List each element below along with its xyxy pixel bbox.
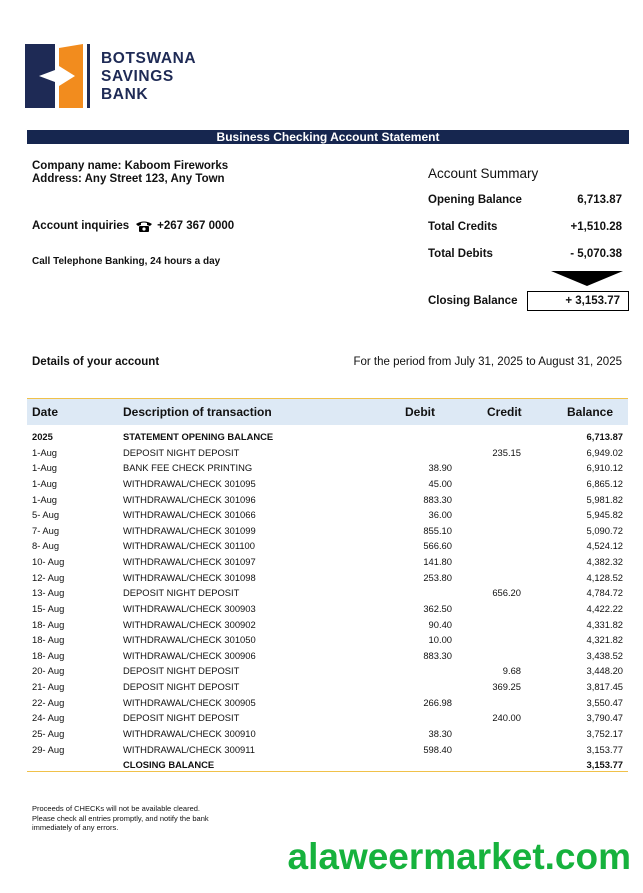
- summary-closing-row: [428, 295, 528, 307]
- table-row: [27, 429, 628, 445]
- row-date: 18- Aug: [32, 618, 65, 630]
- summary-opening-row: [428, 194, 622, 206]
- row-description: WITHDRAWAL/CHECK 301095: [123, 477, 256, 489]
- company-address: Address: Any Street 123, Any Town: [32, 173, 225, 185]
- watermark: alaweermarket.com: [287, 836, 631, 877]
- row-balance: 6,713.87: [586, 431, 623, 442]
- row-balance: 3,752.17: [586, 727, 623, 739]
- details-heading: Details of your account: [32, 356, 160, 368]
- row-debit: 36.00: [428, 509, 452, 521]
- row-description: CLOSING BALANCE: [123, 759, 215, 771]
- row-balance: 5,090.72: [586, 524, 623, 536]
- row-date: 2025: [32, 431, 53, 442]
- row-date: 20- Aug: [32, 665, 65, 677]
- table-row: [27, 601, 628, 617]
- row-date: 29- Aug: [32, 743, 65, 755]
- row-date: 1-Aug: [32, 477, 58, 489]
- transactions-table: [27, 429, 628, 773]
- row-debit: 38.90: [428, 462, 452, 474]
- row-debit: 10.00: [428, 634, 452, 646]
- row-description: WITHDRAWAL/CHECK 301066: [123, 509, 256, 521]
- row-balance: 3,153.77: [586, 743, 623, 755]
- opening-balance-value: 6,713.87: [577, 194, 622, 206]
- bank-name-line-3: BANK: [101, 86, 149, 103]
- row-balance: 3,448.20: [586, 665, 623, 677]
- row-balance: 3,438.52: [586, 649, 623, 661]
- row-description: DEPOSIT NIGHT DEPOSIT: [123, 587, 240, 599]
- row-date: 24- Aug: [32, 712, 65, 724]
- row-debit: 141.80: [423, 556, 452, 567]
- row-credit: 9.68: [502, 665, 521, 677]
- inquiries-label: Account inquiries: [32, 220, 130, 232]
- header-credit: Credit: [487, 405, 522, 419]
- statement-period: For the period from July 31, 2025 to August 31, 2025: [353, 356, 622, 368]
- row-balance: 4,784.72: [586, 587, 623, 599]
- statement-title: Business Checking Account Statement: [27, 130, 629, 144]
- row-debit: 90.40: [428, 618, 452, 630]
- account-inquiries: [32, 220, 234, 232]
- row-credit: 235.15: [492, 446, 521, 458]
- table-row: [27, 476, 628, 492]
- row-credit: 240.00: [492, 712, 521, 724]
- closing-balance-value: + 3,153.77: [527, 291, 629, 311]
- row-description: WITHDRAWAL/CHECK 300911: [123, 743, 255, 755]
- row-description: WITHDRAWAL/CHECK 300902: [123, 618, 256, 630]
- closing-balance-label: Closing Balance: [428, 295, 518, 307]
- summary-debits-row: [428, 248, 622, 260]
- table-row: [27, 663, 628, 679]
- row-description: DEPOSIT NIGHT DEPOSIT: [123, 681, 240, 692]
- opening-balance-label: Opening Balance: [428, 194, 522, 206]
- row-date: 1-Aug: [32, 493, 58, 505]
- customer-info: [32, 160, 228, 186]
- row-description: WITHDRAWAL/CHECK 301097: [123, 556, 256, 567]
- row-date: 15- Aug: [32, 602, 65, 614]
- total-debits-value: - 5,070.38: [570, 248, 622, 260]
- table-row: [27, 617, 628, 633]
- row-debit: 266.98: [423, 696, 452, 708]
- row-debit: 883.30: [423, 493, 452, 505]
- row-debit: 855.10: [423, 524, 452, 536]
- row-balance: 6,949.02: [586, 446, 623, 458]
- row-description: WITHDRAWAL/CHECK 300905: [123, 696, 256, 708]
- row-balance: 4,524.12: [586, 540, 623, 552]
- row-debit: 566.60: [423, 540, 452, 552]
- bank-logo: [25, 44, 95, 108]
- total-credits-value: +1,510.28: [570, 221, 622, 233]
- row-date: 7- Aug: [32, 524, 60, 536]
- row-description: STATEMENT OPENING BALANCE: [123, 431, 274, 442]
- row-balance: 3,153.77: [586, 759, 623, 771]
- row-description: WITHDRAWAL/CHECK 300906: [123, 649, 256, 661]
- header-debit: Debit: [405, 405, 435, 419]
- row-debit: 883.30: [423, 649, 452, 661]
- down-arrow-icon: [551, 271, 623, 286]
- bank-name-line-2: SAVINGS: [101, 68, 174, 85]
- row-credit: 656.20: [492, 587, 521, 599]
- table-row: [27, 726, 628, 742]
- row-date: 21- Aug: [32, 681, 65, 692]
- row-balance: 5,945.82: [586, 509, 623, 521]
- row-description: WITHDRAWAL/CHECK 300910: [123, 727, 256, 739]
- header-description: Description of transaction: [123, 405, 272, 419]
- row-balance: 5,981.82: [586, 493, 623, 505]
- row-description: BANK FEE CHECK PRINTING: [123, 462, 253, 474]
- row-date: 12- Aug: [32, 571, 65, 583]
- table-row: [27, 742, 628, 758]
- total-debits-label: Total Debits: [428, 248, 493, 260]
- row-date: 8- Aug: [32, 540, 60, 552]
- row-description: DEPOSIT NIGHT DEPOSIT: [123, 446, 240, 458]
- row-balance: 4,422.22: [586, 602, 623, 614]
- row-balance: 4,382.32: [586, 556, 623, 567]
- row-date: 1-Aug: [32, 446, 58, 458]
- bank-name: [101, 50, 196, 104]
- table-row: [27, 570, 628, 586]
- row-date: 22- Aug: [32, 696, 65, 708]
- telephone-banking-note: Call Telephone Banking, 24 hours a day: [32, 256, 221, 267]
- table-row: [27, 695, 628, 711]
- table-row: [27, 554, 628, 570]
- header-date: Date: [32, 405, 59, 419]
- row-date: 1-Aug: [32, 462, 58, 474]
- row-balance: 4,128.52: [586, 571, 623, 583]
- table-row: [27, 710, 628, 726]
- phone-icon: [135, 220, 153, 232]
- inquiries-phone: +267 367 0000: [157, 220, 235, 232]
- table-row: [27, 460, 628, 476]
- account-summary-title: Account Summary: [428, 166, 539, 181]
- table-bottom-rule: [27, 771, 628, 772]
- table-row: [27, 523, 628, 539]
- row-balance: 3,817.45: [586, 681, 623, 692]
- row-balance: 6,865.12: [586, 477, 623, 489]
- row-balance: 6,910.12: [586, 462, 623, 474]
- row-date: 13- Aug: [32, 587, 65, 599]
- row-balance: 4,321.82: [586, 634, 623, 646]
- row-description: WITHDRAWAL/CHECK 301098: [123, 571, 256, 583]
- row-description: WITHDRAWAL/CHECK 301100: [123, 540, 255, 552]
- company-name: Company name: Kaboom Fireworks: [32, 160, 229, 172]
- row-date: 5- Aug: [32, 509, 60, 521]
- table-row: [27, 679, 628, 695]
- table-row: [27, 445, 628, 461]
- table-row: [27, 632, 628, 648]
- footnote: Proceeds of CHECKs will not be available cleared. Please check all entries promptly, and notify the bank immediately of any errors.: [32, 804, 209, 832]
- table-row: [27, 492, 628, 508]
- row-balance: 3,550.47: [586, 696, 623, 708]
- row-description: WITHDRAWAL/CHECK 300903: [123, 602, 256, 614]
- table-row: [27, 648, 628, 664]
- transactions-header: [27, 398, 628, 425]
- table-row: [27, 585, 628, 601]
- row-debit: 253.80: [423, 571, 452, 583]
- row-balance: 3,790.47: [586, 712, 623, 724]
- row-date: 10- Aug: [32, 556, 65, 567]
- row-debit: 598.40: [423, 743, 452, 755]
- bank-name-line-1: BOTSWANA: [101, 50, 197, 67]
- row-date: 25- Aug: [32, 727, 65, 739]
- row-date: 18- Aug: [32, 649, 65, 661]
- row-description: DEPOSIT NIGHT DEPOSIT: [123, 665, 240, 677]
- row-date: 18- Aug: [32, 634, 65, 646]
- row-debit: 362.50: [423, 602, 452, 614]
- header-balance: Balance: [567, 405, 614, 419]
- table-row: [27, 538, 628, 554]
- row-description: WITHDRAWAL/CHECK 301050: [123, 634, 256, 646]
- total-credits-label: Total Credits: [428, 221, 498, 233]
- row-description: WITHDRAWAL/CHECK 301096: [123, 493, 256, 505]
- row-description: WITHDRAWAL/CHECK 301099: [123, 524, 256, 536]
- summary-credits-row: [428, 221, 622, 233]
- row-description: DEPOSIT NIGHT DEPOSIT: [123, 712, 240, 724]
- row-debit: 38.30: [428, 727, 452, 739]
- row-debit: 45.00: [428, 477, 452, 489]
- row-balance: 4,331.82: [586, 618, 623, 630]
- table-row: [27, 507, 628, 523]
- row-credit: 369.25: [492, 681, 521, 692]
